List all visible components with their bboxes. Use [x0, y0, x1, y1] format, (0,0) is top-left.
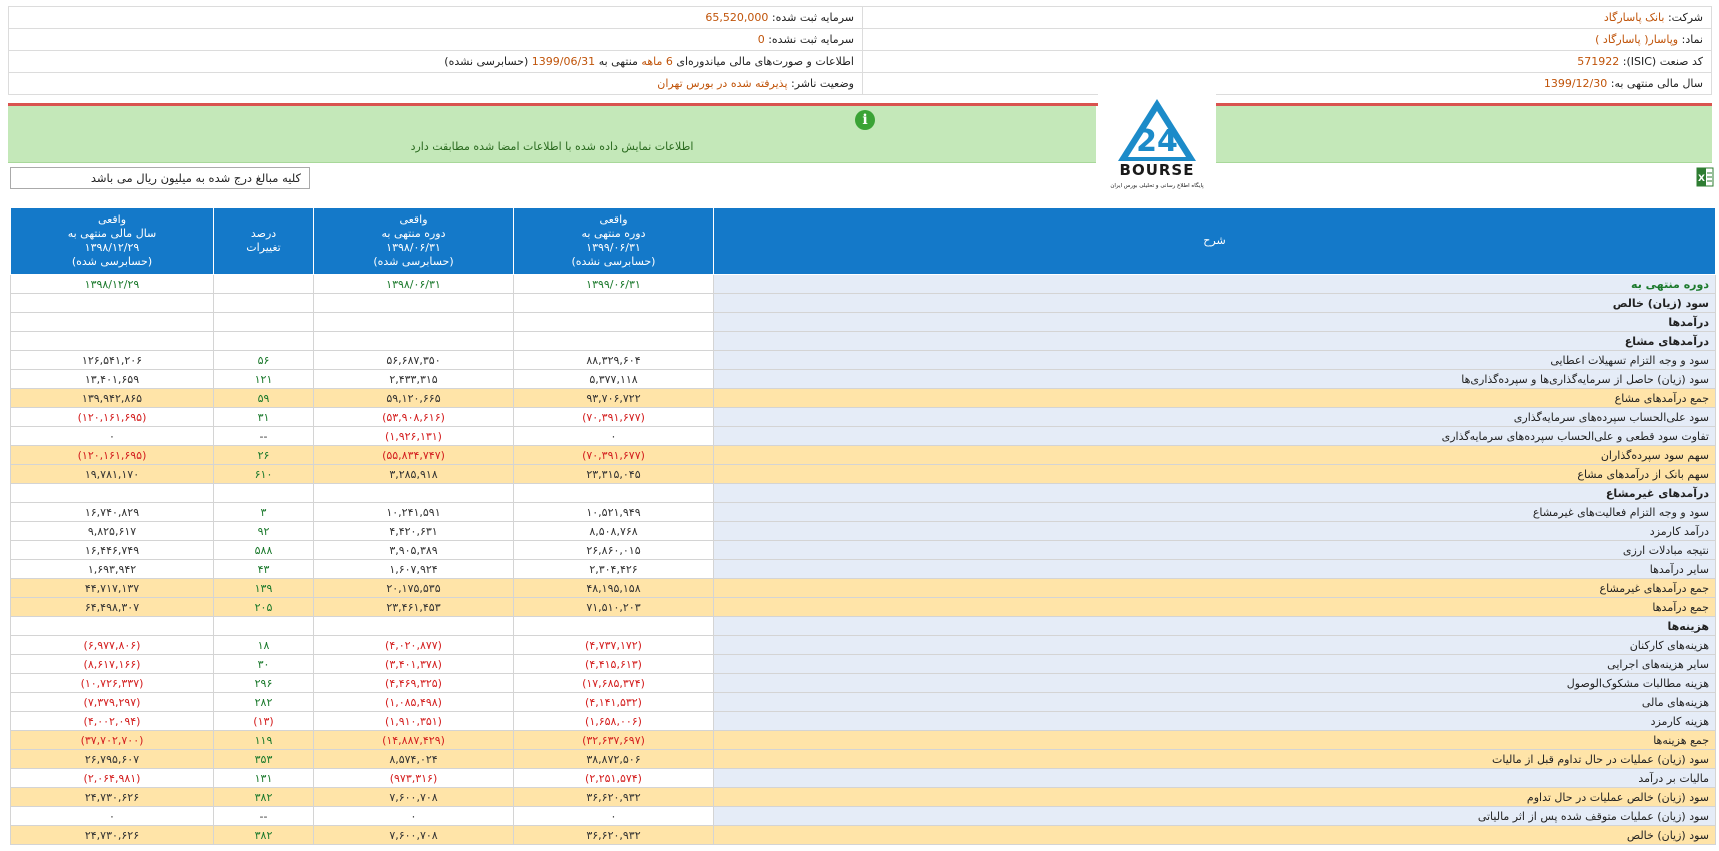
change-percent: ۳۵۳ — [214, 750, 314, 769]
amount-unit-note: کلیه مبالغ درج شده به میلیون ریال می باشد — [10, 167, 310, 189]
value-1398-06: ۱۳۹۸/۰۶/۳۱ — [314, 275, 514, 294]
publisher-status-label: وضعیت ناشر: — [791, 77, 854, 90]
change-percent: ۴۳ — [214, 560, 314, 579]
value-1399-06: (۴,۴۱۵,۶۱۳) — [514, 655, 714, 674]
value-1399-06: (۱۷,۶۸۵,۳۷۴) — [514, 674, 714, 693]
value-1398-12: ۱۹,۷۸۱,۱۷۰ — [11, 465, 214, 484]
value-1398-06 — [314, 332, 514, 351]
value-1398-12 — [11, 484, 214, 503]
bourse24-logo[interactable] — [1098, 89, 1216, 197]
value-1399-06 — [514, 332, 714, 351]
value-1399-06: ۰ — [514, 807, 714, 826]
value-1398-12: ۲۴,۷۳۰,۶۲۶ — [11, 788, 214, 807]
publisher-status-cell — [9, 73, 863, 95]
isic-cell — [863, 51, 1712, 73]
capital-unregistered-cell — [9, 29, 863, 51]
value-1399-06: ۳۶,۶۲۰,۹۳۲ — [514, 826, 714, 845]
table-row — [11, 370, 1716, 389]
row-description: سود علی‌الحساب سپرده‌های سرمایه‌گذاری — [714, 408, 1716, 427]
row-description: دوره منتهی به — [714, 275, 1716, 294]
table-row — [11, 522, 1716, 541]
value-1399-06: ۲,۳۰۴,۴۲۶ — [514, 560, 714, 579]
capital-unregistered-label: سرمایه ثبت نشده: — [768, 33, 854, 46]
change-percent: ۲۸۲ — [214, 693, 314, 712]
value-1399-06: (۴,۷۳۷,۱۷۲) — [514, 636, 714, 655]
verification-banner — [8, 106, 1096, 163]
table-row — [11, 750, 1716, 769]
table-row — [11, 560, 1716, 579]
table-row — [11, 617, 1716, 636]
company-value: بانک پاسارگاد — [1603, 11, 1665, 24]
report-months: 6 ماهه — [641, 55, 673, 68]
table-row — [11, 655, 1716, 674]
isic-value: 571922 — [1577, 55, 1620, 68]
symbol-label: نماد: — [1681, 33, 1703, 46]
symbol-value: وپاسار( پاسارگاد ) — [1595, 33, 1679, 46]
info-icon: i — [855, 110, 875, 130]
row-description: جمع هزینه‌ها — [714, 731, 1716, 750]
value-1399-06: ۲۳,۳۱۵,۰۴۵ — [514, 465, 714, 484]
change-percent: (۱۳) — [214, 712, 314, 731]
value-1398-06: (۵۵,۸۳۴,۷۴۷) — [314, 446, 514, 465]
value-1398-12: (۸,۶۱۷,۱۶۶) — [11, 655, 214, 674]
report-text: اطلاعات و صورت‌های مالی میاندوره‌ای — [676, 55, 854, 68]
change-percent — [214, 294, 314, 313]
value-1398-12: ۰ — [11, 807, 214, 826]
row-description: هزینه‌های کارکنان — [714, 636, 1716, 655]
table-row — [11, 788, 1716, 807]
company-cell — [863, 7, 1712, 29]
report-info-cell — [9, 51, 863, 73]
verification-message: اطلاعات نمایش داده شده با اطلاعات امضا شده مطابقت دارد — [410, 140, 694, 153]
value-1398-12: (۳۷,۷۰۲,۷۰۰) — [11, 731, 214, 750]
publisher-status-value: پذیرفته شده در بورس تهران — [657, 77, 788, 90]
row-description: سود (زیان) خالص — [714, 294, 1716, 313]
change-percent: ۶۱۰ — [214, 465, 314, 484]
value-1399-06: (۳۲,۶۳۷,۶۹۷) — [514, 731, 714, 750]
fiscal-year-value: 1399/12/30 — [1543, 77, 1608, 90]
value-1399-06 — [514, 294, 714, 313]
value-1398-12: (۱۲۰,۱۶۱,۶۹۵) — [11, 446, 214, 465]
company-info-table — [8, 6, 1712, 95]
header-period-1398: واقعی دوره منتهی به ۱۳۹۸/۰۶/۳۱ (حسابرسی شده) — [314, 208, 514, 275]
value-1399-06: ۲۶,۸۶۰,۰۱۵ — [514, 541, 714, 560]
row-description: سهم سود سپرده‌گذاران — [714, 446, 1716, 465]
change-percent — [214, 313, 314, 332]
change-percent — [214, 275, 314, 294]
table-row — [11, 351, 1716, 370]
row-description: تفاوت سود قطعی و علی‌الحساب سپرده‌های سرمایه‌گذاری — [714, 427, 1716, 446]
change-percent: -- — [214, 807, 314, 826]
table-row — [11, 446, 1716, 465]
fiscal-year-label: سال مالی منتهی به: — [1610, 77, 1703, 90]
svg-text:BOURSE: BOURSE — [1119, 161, 1195, 179]
row-description: هزینه‌های مالی — [714, 693, 1716, 712]
change-percent: ۵۹ — [214, 389, 314, 408]
value-1398-12: (۶,۹۷۷,۸۰۶) — [11, 636, 214, 655]
symbol-cell — [863, 29, 1712, 51]
financial-statement-table — [10, 207, 1716, 845]
capital-unregistered-value: 0 — [757, 33, 765, 46]
value-1398-06: ۱۰,۲۴۱,۵۹۱ — [314, 503, 514, 522]
capital-registered-cell — [9, 7, 863, 29]
value-1399-06: ۸۸,۳۲۹,۶۰۴ — [514, 351, 714, 370]
value-1398-06: ۵۶,۶۸۷,۳۵۰ — [314, 351, 514, 370]
value-1398-12: ۲۴,۷۳۰,۶۲۶ — [11, 826, 214, 845]
table-row — [11, 674, 1716, 693]
change-percent: ۳۱ — [214, 408, 314, 427]
table-row — [11, 769, 1716, 788]
table-row — [11, 465, 1716, 484]
change-percent: ۳۰ — [214, 655, 314, 674]
table-row — [11, 598, 1716, 617]
row-description: نتیجه مبادلات ارزی — [714, 541, 1716, 560]
value-1398-12 — [11, 313, 214, 332]
value-1398-12: ۶۴,۴۹۸,۳۰۷ — [11, 598, 214, 617]
value-1399-06: (۷۰,۳۹۱,۶۷۷) — [514, 408, 714, 427]
table-row — [11, 636, 1716, 655]
value-1399-06: (۲,۲۵۱,۵۷۴) — [514, 769, 714, 788]
value-1399-06: ۱۳۹۹/۰۶/۳۱ — [514, 275, 714, 294]
table-row — [11, 275, 1716, 294]
value-1399-06 — [514, 484, 714, 503]
value-1398-06: ۳,۹۰۵,۳۸۹ — [314, 541, 514, 560]
header-period-1399: واقعی دوره منتهی به ۱۳۹۹/۰۶/۳۱ (حسابرسی نشده) — [514, 208, 714, 275]
value-1398-06: ۲۰,۱۷۵,۵۳۵ — [314, 579, 514, 598]
table-header-row — [11, 208, 1716, 275]
row-description: سهم بانک از درآمدهای مشاع — [714, 465, 1716, 484]
value-1398-06 — [314, 313, 514, 332]
value-1398-06: ۷,۶۰۰,۷۰۸ — [314, 788, 514, 807]
value-1398-06: (۵۳,۹۰۸,۶۱۶) — [314, 408, 514, 427]
table-row — [11, 408, 1716, 427]
table-row — [11, 389, 1716, 408]
change-percent: ۲۹۶ — [214, 674, 314, 693]
value-1398-06: ۸,۵۷۴,۰۲۴ — [314, 750, 514, 769]
value-1398-06 — [314, 617, 514, 636]
value-1399-06: ۳۸,۸۷۲,۵۰۶ — [514, 750, 714, 769]
value-1399-06: (۷۰,۳۹۱,۶۷۷) — [514, 446, 714, 465]
value-1398-12: ۱۳۹۸/۱۲/۲۹ — [11, 275, 214, 294]
change-percent: ۳۸۲ — [214, 826, 314, 845]
value-1398-12: (۷,۳۷۹,۲۹۷) — [11, 693, 214, 712]
change-percent: ۱۳۹ — [214, 579, 314, 598]
table-row — [11, 484, 1716, 503]
value-1398-12: (۲,۰۶۴,۹۸۱) — [11, 769, 214, 788]
row-description: درآمدهای غیرمشاع — [714, 484, 1716, 503]
excel-export-icon[interactable] — [1696, 167, 1714, 187]
change-percent — [214, 617, 314, 636]
value-1398-06: (۱,۹۲۶,۱۳۱) — [314, 427, 514, 446]
report-text-end: منتهی به — [598, 55, 638, 68]
value-1398-12: ۱۶,۷۴۰,۸۲۹ — [11, 503, 214, 522]
value-1399-06: ۵,۳۷۷,۱۱۸ — [514, 370, 714, 389]
value-1398-12: ۲۶,۷۹۵,۶۰۷ — [11, 750, 214, 769]
row-description: سود (زیان) خالص — [714, 826, 1716, 845]
table-row — [11, 693, 1716, 712]
value-1399-06 — [514, 617, 714, 636]
change-percent: ۲۶ — [214, 446, 314, 465]
change-percent: ۵۶ — [214, 351, 314, 370]
change-percent: ۹۲ — [214, 522, 314, 541]
value-1398-12: (۴,۰۰۲,۰۹۴) — [11, 712, 214, 731]
value-1398-12: ۱۲۶,۵۴۱,۲۰۶ — [11, 351, 214, 370]
value-1398-06: ۳,۲۸۵,۹۱۸ — [314, 465, 514, 484]
row-description: جمع درآمدها — [714, 598, 1716, 617]
table-row — [11, 294, 1716, 313]
value-1398-06 — [314, 484, 514, 503]
verification-banner-right — [1215, 106, 1712, 163]
table-row — [11, 731, 1716, 750]
row-description: سود (زیان) خالص عملیات در حال تداوم — [714, 788, 1716, 807]
change-percent: ۱۸ — [214, 636, 314, 655]
value-1398-12: ۱۳,۴۰۱,۶۵۹ — [11, 370, 214, 389]
value-1398-06: (۱۴,۸۸۷,۴۲۹) — [314, 731, 514, 750]
table-row — [11, 579, 1716, 598]
report-status: (حسابرسی نشده) — [444, 55, 529, 68]
value-1399-06: ۳۶,۶۲۰,۹۳۲ — [514, 788, 714, 807]
value-1398-06: (۴,۴۶۹,۳۲۵) — [314, 674, 514, 693]
svg-text:24: 24 — [1136, 124, 1178, 159]
company-label: شرکت: — [1667, 11, 1703, 24]
fiscal-year-cell — [863, 73, 1712, 95]
row-description: سود (زیان) عملیات در حال تداوم قبل از مالیات — [714, 750, 1716, 769]
row-description: سود (زیان) حاصل از سرمایه‌گذاری‌ها و سپرده‌گذاری‌ها — [714, 370, 1716, 389]
value-1398-12: ۱,۶۹۳,۹۴۲ — [11, 560, 214, 579]
value-1398-12: ۹,۸۲۵,۶۱۷ — [11, 522, 214, 541]
change-percent: ۱۱۹ — [214, 731, 314, 750]
header-fiscal-year-1398: واقعی سال مالی منتهی به ۱۳۹۸/۱۲/۲۹ (حسابرسی شده) — [11, 208, 214, 275]
value-1398-12: ۰ — [11, 427, 214, 446]
isic-label: کد صنعت (ISIC): — [1622, 55, 1703, 68]
value-1398-06: ۷,۶۰۰,۷۰۸ — [314, 826, 514, 845]
change-percent: ۳۸۲ — [214, 788, 314, 807]
value-1398-12: ۴۴,۷۱۷,۱۳۷ — [11, 579, 214, 598]
change-percent: ۱۳۱ — [214, 769, 314, 788]
row-description: مالیات بر درآمد — [714, 769, 1716, 788]
row-description: سایر درآمدها — [714, 560, 1716, 579]
value-1398-06: (۱,۹۱۰,۳۵۱) — [314, 712, 514, 731]
value-1398-12: ۱۳۹,۹۴۲,۸۶۵ — [11, 389, 214, 408]
table-row — [11, 332, 1716, 351]
row-description: درآمدها — [714, 313, 1716, 332]
bourse24-logo-graphic — [1098, 89, 1216, 197]
change-percent: ۵۸۸ — [214, 541, 314, 560]
row-description: جمع درآمدهای مشاع — [714, 389, 1716, 408]
value-1398-06 — [314, 294, 514, 313]
table-row — [11, 807, 1716, 826]
row-description: درآمد کارمزد — [714, 522, 1716, 541]
row-description: هزینه‌ها — [714, 617, 1716, 636]
value-1399-06: ۷۱,۵۱۰,۲۰۳ — [514, 598, 714, 617]
capital-registered-label: سرمایه ثبت شده: — [771, 11, 854, 24]
value-1398-12 — [11, 617, 214, 636]
value-1398-06: (۱,۰۸۵,۴۹۸) — [314, 693, 514, 712]
row-description: هزینه کارمزد — [714, 712, 1716, 731]
value-1398-06: (۹۷۳,۳۱۶) — [314, 769, 514, 788]
change-percent — [214, 484, 314, 503]
table-row — [11, 541, 1716, 560]
table-row — [11, 712, 1716, 731]
change-percent — [214, 332, 314, 351]
value-1398-06: ۴,۴۲۰,۶۳۱ — [314, 522, 514, 541]
value-1398-06: ۰ — [314, 807, 514, 826]
svg-text:پایگاه اطلاع رسانی و تحلیلی بو: پایگاه اطلاع رسانی و تحلیلی بورس ایران — [1110, 183, 1204, 189]
value-1398-06: (۳,۴۰۱,۳۷۸) — [314, 655, 514, 674]
row-description: درآمدهای مشاع — [714, 332, 1716, 351]
change-percent: ۲۰۵ — [214, 598, 314, 617]
value-1398-12: (۱۲۰,۱۶۱,۶۹۵) — [11, 408, 214, 427]
value-1398-06: ۲۳,۴۶۱,۴۵۳ — [314, 598, 514, 617]
value-1399-06 — [514, 313, 714, 332]
value-1399-06: ۱۰,۵۲۱,۹۴۹ — [514, 503, 714, 522]
change-percent: -- — [214, 427, 314, 446]
value-1398-12: ۱۶,۴۴۶,۷۴۹ — [11, 541, 214, 560]
value-1399-06: ۸,۵۰۸,۷۶۸ — [514, 522, 714, 541]
value-1399-06: ۹۳,۷۰۶,۷۲۲ — [514, 389, 714, 408]
change-percent: ۳ — [214, 503, 314, 522]
value-1398-06: ۱,۶۰۷,۹۲۴ — [314, 560, 514, 579]
header-description: شرح — [714, 208, 1716, 275]
value-1398-12: (۱۰,۷۲۶,۳۳۷) — [11, 674, 214, 693]
value-1399-06: (۱,۶۵۸,۰۰۶) — [514, 712, 714, 731]
row-description: سود و وجه التزام تسهیلات اعطایی — [714, 351, 1716, 370]
table-row — [11, 313, 1716, 332]
row-description: جمع درآمدهای غیرمشاع — [714, 579, 1716, 598]
row-description: سود و وجه التزام فعالیت‌های غیرمشاع — [714, 503, 1716, 522]
svg-text:X: X — [1698, 174, 1705, 184]
row-description: سود (زیان) عملیات متوقف شده پس از اثر مالیاتی — [714, 807, 1716, 826]
value-1399-06: ۴۸,۱۹۵,۱۵۸ — [514, 579, 714, 598]
row-description: سایر هزینه‌های اجرایی — [714, 655, 1716, 674]
report-date: 1399/06/31 — [531, 55, 596, 68]
capital-registered-value: 65,520,000 — [705, 11, 769, 24]
table-row — [11, 503, 1716, 522]
change-percent: ۱۲۱ — [214, 370, 314, 389]
table-row — [11, 427, 1716, 446]
value-1398-06: ۲,۴۳۳,۳۱۵ — [314, 370, 514, 389]
table-row — [11, 826, 1716, 845]
value-1399-06: (۴,۱۴۱,۵۳۲) — [514, 693, 714, 712]
header-change-percent: درصد تغییرات — [214, 208, 314, 275]
value-1398-12 — [11, 294, 214, 313]
value-1398-06: ۵۹,۱۲۰,۶۶۵ — [314, 389, 514, 408]
value-1398-06: (۴,۰۲۰,۸۷۷) — [314, 636, 514, 655]
value-1399-06: ۰ — [514, 427, 714, 446]
row-description: هزینه مطالبات مشکوک‌الوصول — [714, 674, 1716, 693]
value-1398-12 — [11, 332, 214, 351]
